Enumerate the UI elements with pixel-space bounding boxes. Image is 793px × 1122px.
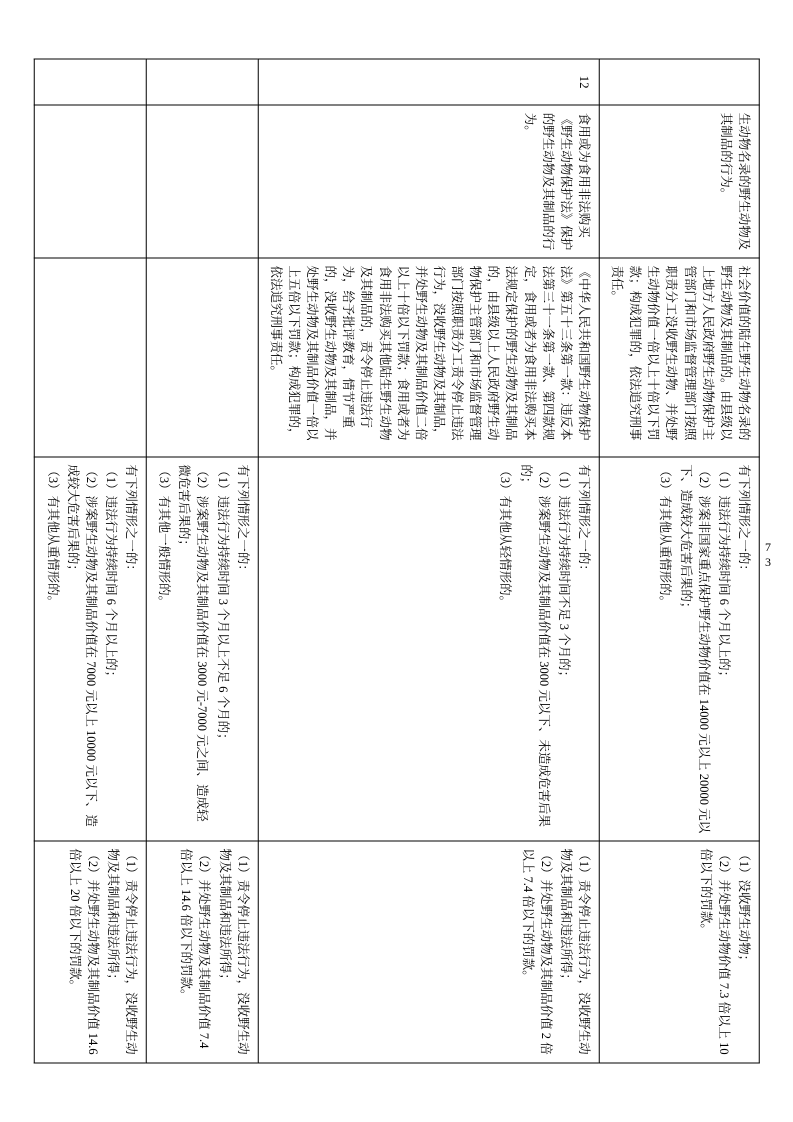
condition-item: （3）有其他一般情形的。 <box>156 464 171 609</box>
condition-item: （3）有其他从轻情形的。 <box>497 464 512 609</box>
condition-item: （2）涉案野生动物及其制品价值在 3000 元以下、未造成危害后果的； <box>517 464 550 827</box>
table-row <box>34 59 146 1063</box>
penalty-discretion-table-wrap <box>34 59 760 1064</box>
legal-basis-cell <box>146 258 258 457</box>
legal-basis-text: 《中华人民共和国野生动物保护法》第五十三条第一款：违反本法第三十一条第一款、第四款规定，食用或者为食用非法购买本法规定保护的野生动物及其制品的，由县级以上人民政府野生动物保护主管部门和市场监督管理部门按照职责分工责令停止违法行为，没收野生动物及其制品，并处野生动物及其制品价值二倍以上十倍以下罚款；食用或者为食用非法购买其他陆生野生动物及其制品的，责令停止违法行为，给予批评教育，情节严重的，没收野生动物及其制品，并处野生动物及其制品价值一倍以上五倍以下罚款；构成犯罪的，依法追究刑事责任。 <box>268 265 591 441</box>
table-row <box>146 59 258 1063</box>
row-number-cell <box>599 59 759 105</box>
condition-item: （2）涉案非国家重点保护野生动物价值在 14000 元以上 20000 元以下、造成较大危害后果的； <box>677 464 710 834</box>
penalty-item: （2）并处野生动物及其制品价值 14.6 倍以上 20 倍以下的罚款。 <box>67 848 100 1055</box>
violation-item-text: 生动物名录的野生动物及其制品的行为。 <box>718 112 751 251</box>
condition-item: （2）涉案野生动物及其制品价值在 7000 元以上 10000 元以下、造成较大危害后果的； <box>65 464 98 827</box>
penalty-item: （1）责令停止违法行为，没收野生动物及其制品和违法所得； <box>105 848 138 1055</box>
violation-item-cell <box>599 105 759 258</box>
violation-item-text: 食用或为食用非法购买《野生动物保护法》保护的野生动物及其制品的行为。 <box>521 112 591 251</box>
condition-cell <box>146 457 258 841</box>
violation-item-cell <box>34 105 146 258</box>
condition-item: （1）违法行为持续时间 6 个月以上的； <box>716 464 731 684</box>
condition-cell <box>258 457 599 841</box>
penalty-item: （2）并处野生动物及其制品价值 7.4 倍以上 14.6 倍以下的罚款。 <box>178 848 211 1049</box>
condition-item: （3）有其他从重情形的。 <box>657 464 672 609</box>
penalty-cell <box>599 841 759 1063</box>
condition-cell <box>34 457 146 841</box>
condition-heading: 有下列情形之一的： <box>736 464 751 577</box>
legal-basis-cell <box>34 258 146 457</box>
penalty-cell <box>34 841 146 1063</box>
penalty-discretion-table <box>34 59 760 1064</box>
violation-item-cell <box>146 105 258 258</box>
penalty-item: （1）责令停止违法行为，没收野生动物及其制品和违法所得； <box>558 848 591 1055</box>
row-number-cell: 12 <box>258 59 599 105</box>
condition-heading: 有下列情形之一的： <box>576 464 591 577</box>
penalty-item: （1）没收野生动物； <box>736 848 751 968</box>
condition-item: （1）违法行为持续时间 6 个月以上的； <box>103 464 118 684</box>
condition-item: （3）有其他从重情形的。 <box>44 464 59 609</box>
condition-heading: 有下列情形之一的： <box>123 464 138 577</box>
condition-heading: 有下列情形之一的： <box>235 464 249 577</box>
penalty-cell <box>146 841 258 1063</box>
condition-item: （1）违法行为持续时间不足 3 个月的； <box>556 464 571 684</box>
condition-item: （1）违法行为持续时间 3 个月以上不足 6 个月的； <box>214 464 229 746</box>
table-row <box>599 59 759 1063</box>
table-body <box>34 59 759 1063</box>
violation-item-cell <box>258 105 599 258</box>
condition-cell <box>599 457 759 841</box>
table-row <box>258 59 599 1063</box>
penalty-item: （2）并处野生动物及其制品价值 2 倍以上 7.4 倍以下的罚款。 <box>519 848 552 1055</box>
penalty-item: （2）并处野生动物价值 7.3 倍以上 10 倍以下的罚款。 <box>698 848 731 1055</box>
legal-basis-text: 社会价值的陆生野生动物名录的野生动物及其制品的。由县级以上地方人民政府野生动物保护主管部门和市场监督管理部门按照职责分工没收野生动物、并处野生动物价值一倍以上十倍以下罚款；构成犯罪的，依法追究刑事责任。 <box>609 265 751 441</box>
page-number: 73 <box>761 540 775 570</box>
penalty-cell <box>258 841 599 1063</box>
penalty-item: （1）责令停止违法行为，没收野生动物及其制品和违法所得； <box>216 848 249 1055</box>
row-number-cell <box>34 59 146 105</box>
legal-basis-cell <box>599 258 759 457</box>
legal-basis-cell <box>258 258 599 457</box>
row-number-cell <box>146 59 258 105</box>
condition-item: （2）涉案野生动物及其制品价值在 3000 元-7000 元之间、造成轻微危害后果的； <box>176 464 209 822</box>
